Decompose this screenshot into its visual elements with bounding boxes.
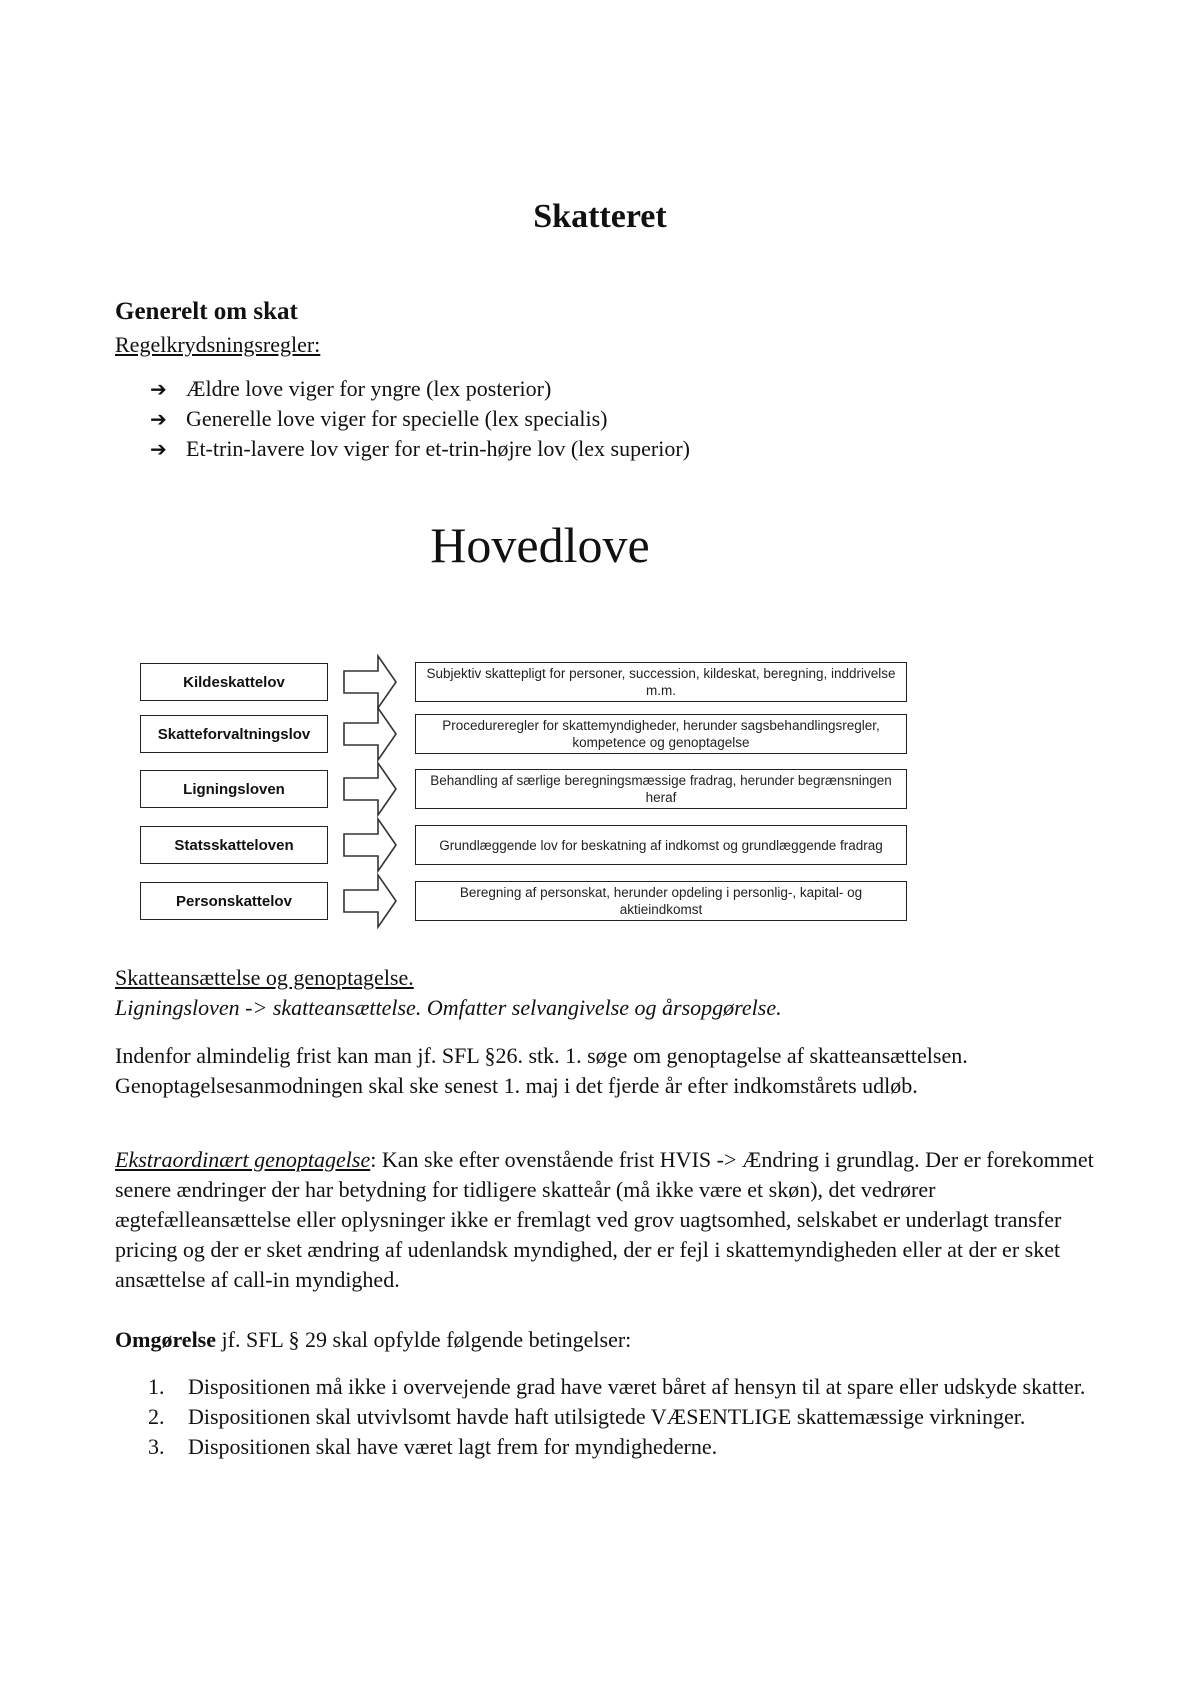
desc-box-personskattelov: Beregning af personskat, herunder opdeling i personlig-, kapital- og aktieindkomst [415,881,907,921]
arrow-right-icon [342,706,398,762]
subheading-regelkrydsning: Regelkrydsningsregler: [115,332,321,357]
list-text: Dispositionen skal have været lagt frem for myndighederne. [188,1434,718,1459]
ekstraordinaer-text: : Kan ske efter ovenstående frist HVIS -> Ændring i grundlag. Der er forekommet senere ændringer der har betydning for tidligere skatteår (må ikke være et skøn), det vedrører ægtefælleansættelse eller oplysninger ikke er fremlagt ved grov uagtsomhed, selskabet er underlagt transfer pricing og der er sket ændring af udenlandsk myndighed, der er fejl i skattemyndigheden eller at der er sket ansættelse af call-in myndighed. [115,1147,1094,1292]
law-box-personskattelov: Personskattelov [140,882,328,920]
section-heading-generelt: Generelt om skat [115,298,298,325]
bullet-text: Et-trin-lavere lov viger for et-trin-højre lov (lex superior) [186,436,690,461]
paragraph-frist: Indenfor almindelig frist kan man jf. SFL §26. stk. 1. søge om genoptagelse af skatteansættelsen. Genoptagelsesanmodningen skal ske senest 1. maj i det fjerde år efter indkomstårets udløb. [115,1043,968,1098]
arrow-right-icon [342,654,398,710]
list-item [150,374,690,404]
list-item [148,1372,1108,1402]
section-heading-skatteansaettelse: Skatteansættelse og genoptagelse. [115,965,414,990]
list-item [150,434,690,464]
italic-summary-line: Ligningsloven -> skatteansættelse. Omfatter selvangivelse og årsopgørelse. [115,995,782,1020]
law-box-skatteforvaltningslov: Skatteforvaltningslov [140,715,328,753]
list-text: Dispositionen skal utvivlsomt havde haft utilsigtede VÆSENTLIGE skattemæssige virkninger. [188,1404,1026,1429]
law-box-statsskatteloven: Statsskatteloven [140,826,328,864]
list-number: 2. [148,1404,165,1429]
desc-box-kildeskattelov: Subjektiv skattepligt for personer, succession, kildeskat, beregning, inddrivelse m.m. [415,662,907,702]
list-item [148,1432,1108,1462]
desc-box-statsskatteloven: Grundlæggende lov for beskatning af indkomst og grundlæggende fradrag [415,825,907,865]
page-title: Skatteret [533,198,667,235]
list-text: Dispositionen må ikke i overvejende grad have været båret af hensyn til at spare eller udskyde skatter. [188,1374,1086,1399]
desc-box-skatteforvaltningslov: Procedureregler for skattemyndigheder, herunder sagsbehandlingsregler, kompetence og genoptagelse [415,714,907,754]
arrow-right-icon [342,873,398,929]
omgoerelse-text: jf. SFL § 29 skal opfylde følgende betingelser: [216,1327,632,1352]
paragraph-omgoerelse [115,1325,1105,1355]
ekstraordinaer-label: Ekstraordinært genoptagelse [115,1147,371,1172]
law-box-kildeskattelov: Kildeskattelov [140,663,328,701]
paragraph-ekstraordinaer [115,1145,1105,1295]
arrow-bullet-icon: ➔ [150,407,167,431]
conditions-list [148,1372,1108,1462]
law-box-ligningsloven: Ligningsloven [140,770,328,808]
arrow-right-icon [342,761,398,817]
list-item [148,1402,1108,1432]
arrow-bullet-icon: ➔ [150,437,167,461]
rules-bullet-list [150,374,690,464]
bullet-text: Generelle love viger for specielle (lex specialis) [186,406,608,431]
omgoerelse-label: Omgørelse [115,1327,217,1352]
arrow-bullet-icon: ➔ [150,377,167,401]
list-number: 1. [148,1374,165,1399]
arrow-right-icon [342,817,398,873]
list-number: 3. [148,1434,165,1459]
hovedlove-diagram [140,650,910,940]
desc-box-ligningsloven: Behandling af særlige beregningsmæssige fradrag, herunder begrænsningen heraf [415,769,907,809]
list-item [150,404,690,434]
diagram-title: Hovedlove [430,517,650,573]
bullet-text: Ældre love viger for yngre (lex posterior) [186,376,552,401]
